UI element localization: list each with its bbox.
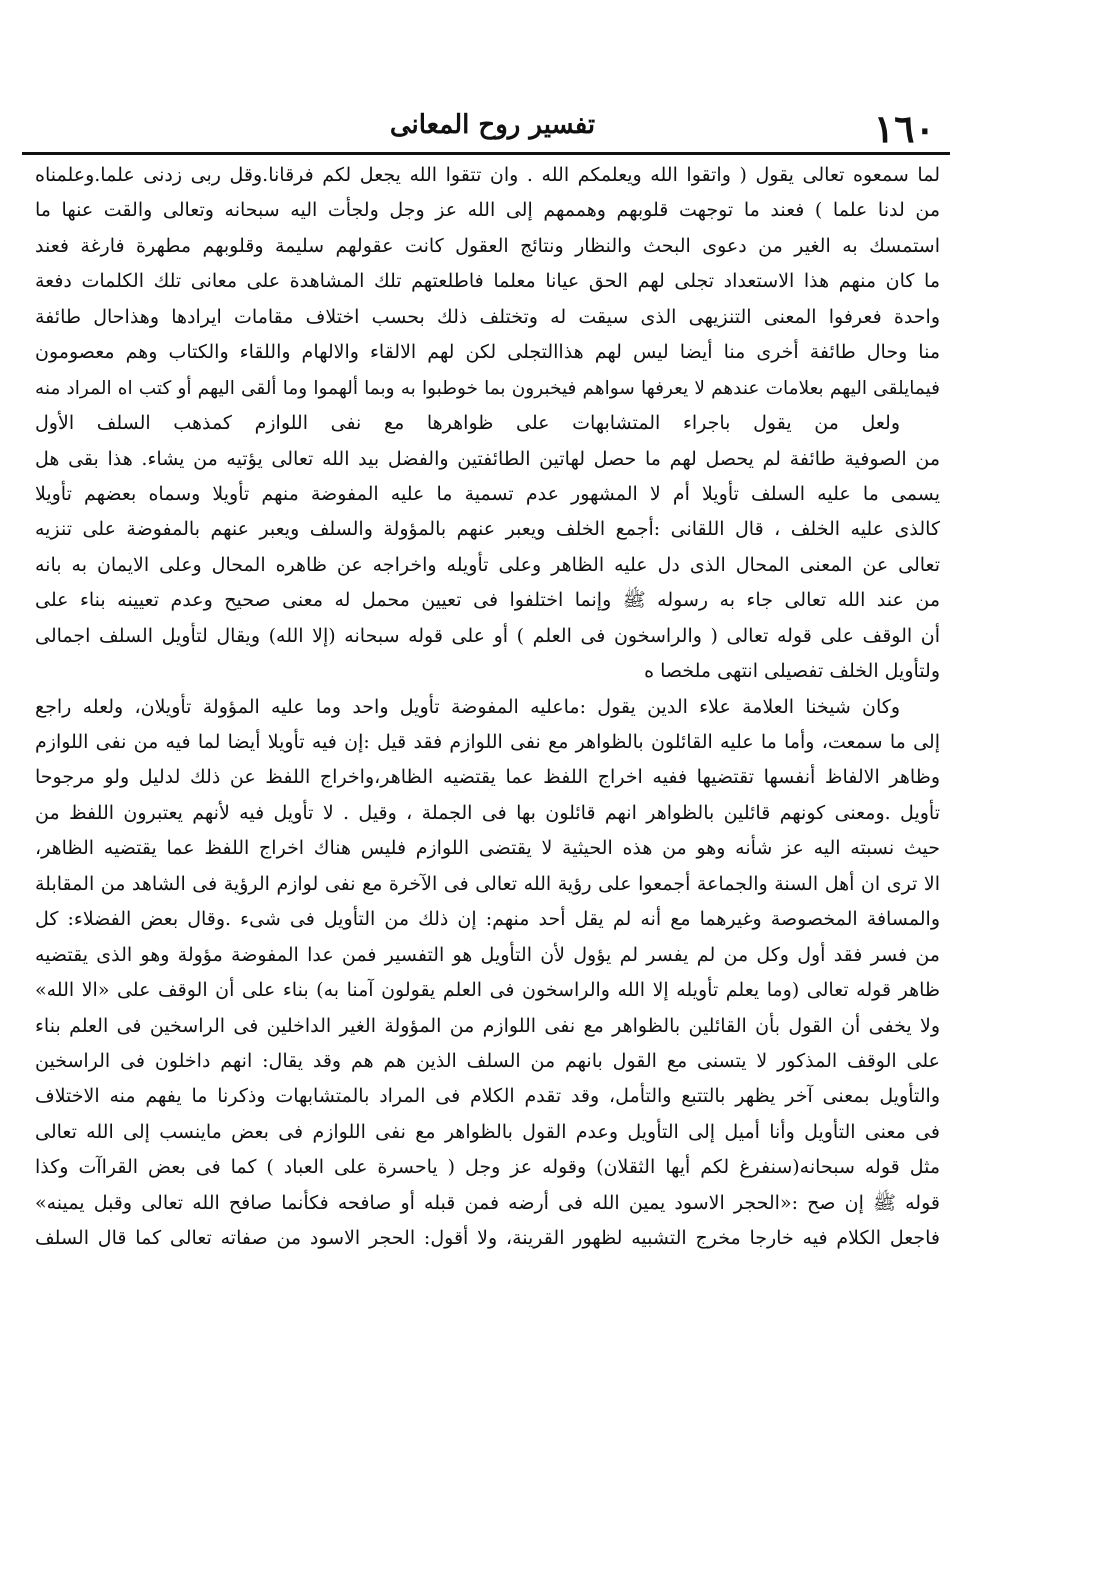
text-line: أن الوقف على قوله تعالى ( والراسخون فى العلم ) أو على قوله سبحانه (إلا الله) ويقال لتأويل السلف اجمالى	[35, 624, 940, 647]
text-line: وكان شيخنا العلامة علاء الدين يقول :ماعليه المفوضة تأويل واحد وما عليه المؤولة تأويلان، ولعله راجع	[35, 695, 900, 718]
text-line: ولتأويل الخلف تفصيلى انتهى ملخصا ه	[644, 660, 940, 683]
text-line: من عند الله تعالى جاء به رسوله ﷺ وإنما اختلفوا فى تعيين محمل له معنى صحيح وعدم تعيينه بناء على	[35, 589, 940, 612]
text-line: لما سمعوه تعالى يقول ( واتقوا الله ويعلمكم الله . وان تتقوا الله يجعل لكم فرقانا.وقل ربى زدنى علما.وعلمناه	[35, 164, 940, 186]
text-line: إلى ما سمعت، وأما ما عليه القائلون بالظواهر مع نفى اللوازم فقد قيل :إن فيه تأويلا أيضا لما فيه من نفى اللوازم	[35, 731, 940, 753]
text-line: كالذى عليه الخلف ، قال اللقانى :أجمع الخلف ويعبر عنهم بالمؤولة والسلف ويعبر عنهم بالمفوضة على تنزيه	[35, 518, 940, 541]
text-line: تعالى عن المعنى المحال الذى دل عليه الظاهر وعلى تأويله واخراجه عن ظاهره المحال وعلى الايمان به بانه	[35, 553, 940, 576]
text-line: والتأويل بمعنى آخر يظهر بالتتبع والتأمل، وقد تقدم الكلام فى المراد بالمتشابهات وذكرنا ما يفهم منه الاختلاف	[35, 1085, 940, 1108]
text-line: فيمايلقى اليهم بعلامات عندهم لا يعرفها سواهم فيخبرون بما خوطبوا به وبما ألهموا وما ألقى اليهم أو كتب اه المراد منه	[35, 377, 940, 399]
text-line: منا وحال طائفة أخرى منا أيضا ليس لهم هذاالتجلى لكن لهم الالقاء والالهام واللقاء والكتاب وهم معصومون	[35, 341, 940, 364]
text-line: والمسافة المخصوصة وغيرهما مع أنه لم يقل أحد منهم: إن ذلك من التأويل فى شىء .وقال بعض الفضلاء: كل	[35, 908, 940, 931]
text-line: فاجعل الكلام فيه خارجا مخرج التشبيه لظهور القرينة، ولا أقول: الحجر الاسود من صفاته تعالى كما قال السلف	[35, 1227, 940, 1250]
text-line: يسمى ما عليه السلف تأويلا أم لا المشهور عدم تسمية ما عليه المفوضة منهم تأويلا وسماه بعضهم تأويلا	[35, 482, 940, 505]
text-body	[35, 158, 940, 1558]
text-line: من فسر فقد أول وكل من لم يفسر لم يؤول لأن التأويل هو التفسير فمن عدا المفوضة مؤولة وهو الذى يقتضيه	[35, 943, 940, 966]
text-line: الا ترى ان أهل السنة والجماعة أجمعوا على رؤية الله تعالى فى الآخرة مع نفى لوازم الرؤية فى الشاهد من المقابلة	[35, 872, 940, 895]
text-line: قوله ﷺ إن صح :«الحجر الاسود يمين الله فى أرضه فمن قبله أو صافحه فكأنما صافح الله تعالى وقبل يمينه»	[35, 1191, 940, 1214]
book-title: تفسير روح المعانى	[389, 110, 596, 140]
text-line: حيث نسبته اليه عز شأنه وهو من هذه الحيثية لا يقتضى اللوازم فليس هناك اخراج اللفظ عما يقتضيه الظاهر،	[35, 837, 940, 860]
text-line: ولا يخفى أن القول بأن القائلين بالظواهر مع نفى اللوازم من المؤولة الغير الداخلين فى الراسخين فى العلم بناء	[35, 1014, 940, 1037]
text-line: ما كان منهم هذا الاستعداد تجلى لهم الحق عيانا معلما فاطلعتهم تلك المشاهدة على معانى تلك الكلمات دفعة	[35, 270, 940, 293]
text-line: فى معنى التأويل وأنا أميل إلى التأويل وعدم القول بالظواهر مع نفى اللوازم فى بعض ماينسب إلى الله تعالى	[35, 1120, 940, 1143]
text-line: ظاهر قوله تعالى (وما يعلم تأويله إلا الله والراسخون فى العلم يقولون آمنا به) بناء على أن الوقف على «الا الله»	[35, 979, 940, 1002]
text-line: وظاهر الالفاظ أنفسها تقتضيها ففيه اخراج اللفظ عما يقتضيه الظاهر،واخراج اللفظ عن ذلك لدليل ولو مرجوحا	[35, 766, 940, 789]
text-line: واحدة فعرفوا المعنى التنزيهى الذى سيقت له وتختلف ذلك بحسب اختلاف مقامات ايرادها وهذاحال طائفة	[35, 305, 940, 328]
text-line: على الوقف المذكور لا يتسنى مع القول بانهم من السلف الذين هم هم وقد يقال: انهم داخلون فى الراسخين	[35, 1049, 940, 1072]
text-line: مثل قوله سبحانه(سنفرغ لكم أيها الثقلان) وقوله عز وجل ( ياحسرة على العباد ) كما فى بعض القراآت وكذا	[35, 1156, 940, 1179]
page-number: ١٦٠	[873, 106, 935, 151]
text-line: ولعل من يقول باجراء المتشابهات على ظواهرها مع نفى اللوازم كمذهب السلف الأول	[35, 412, 900, 435]
text-line: استمسك به الغير من دعوى البحث والنظار ونتائج العقول كانت عقولهم سليمة وقلوبهم مطهرة فارغة فعند	[35, 234, 940, 257]
text-line: تأويل .ومعنى كونهم قائلين بالظواهر انهم قائلون بها فى الجملة ، وقيل . لا تأويل فيه لأنهم يعتبرون اللفظ من	[35, 801, 940, 824]
text-line: من لدنا علما ) فعند ما توجهت قلوبهم وهممهم إلى الله عز وجل ولجأت اليه سبحانه وتعالى والقت عنها ما	[35, 199, 940, 222]
header-rule	[22, 152, 950, 155]
text-line: من الصوفية طائفة لم يحصل لهم ما حصل لهاتين الطائفتين والفضل بيد الله تعالى يؤتيه من يشاء. هذا بقى هل	[35, 447, 940, 470]
page-header	[40, 98, 945, 150]
